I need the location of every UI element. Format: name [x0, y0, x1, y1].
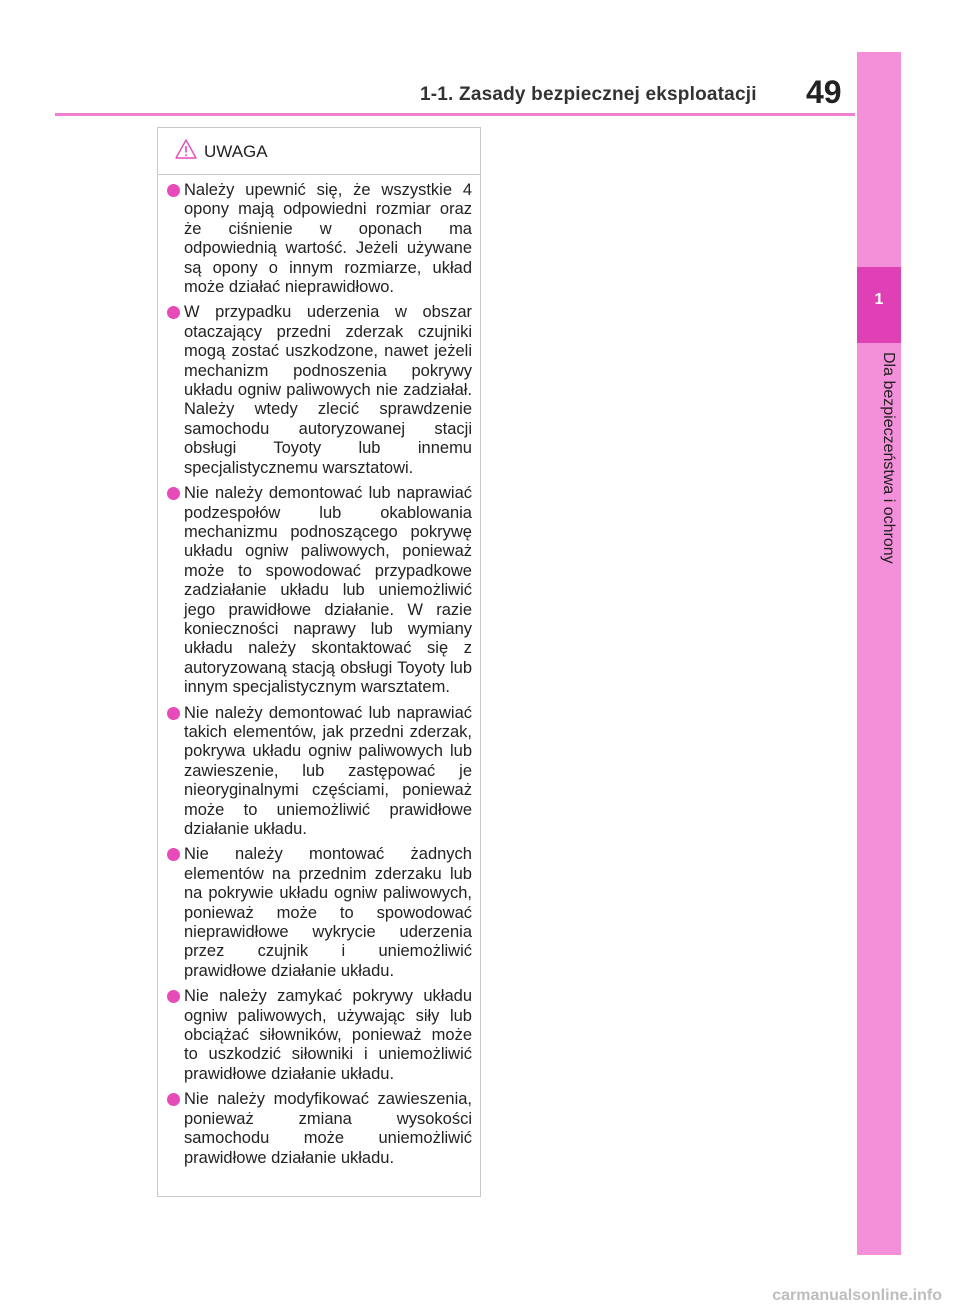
warning-header — [158, 128, 480, 175]
page-number: 49 — [806, 74, 842, 110]
watermark: carmanualsonline.info — [772, 1287, 942, 1304]
bullet-dot-icon — [167, 990, 180, 1003]
list-item — [167, 181, 472, 297]
list-item — [167, 303, 472, 478]
chapter-number: 1 — [874, 291, 884, 308]
bullet-dot-icon — [167, 848, 180, 861]
section-title: 1-1. Zasady bezpiecznej eksploatacji — [420, 84, 757, 105]
chapter-name: Dla bezpieczeństwa i ochrony — [880, 352, 897, 564]
list-item — [167, 484, 472, 697]
item-text: Należy upewnić się, że wszystkie 4 opony mają odpowiedni rozmiar oraz że ciśnienie w oponach ma odpowiednią wartość. Jeżeli używane są opony o innym rozmiarze, układ może działać nieprawidłowo. — [184, 181, 472, 297]
warning-label: UWAGA — [204, 142, 268, 161]
bullet-dot-icon — [167, 707, 180, 720]
item-text: Nie należy modyfikować zawieszenia, ponieważ zmiana wysokości samochodu może uniemożliwić prawidłowe działanie układu. — [184, 1090, 472, 1167]
warning-triangle-icon — [175, 139, 197, 164]
item-text: Nie należy demontować lub naprawiać takich elementów, jak przedni zderzak, pokrywa układu ogniw paliwowych lub zawieszenie, lub zastępować je nieoryginalnymi częściami, ponieważ może to uniemożliwić prawidłowe działanie układu. — [184, 703, 472, 838]
bullet-dot-icon — [167, 1093, 180, 1106]
list-item — [167, 845, 472, 981]
bullet-dot-icon — [167, 306, 180, 319]
list-item — [167, 987, 472, 1084]
item-text: W przypadku uderzenia w obszar otaczający przedni zderzak czujniki mogą zostać uszkodzone, nawet jeżeli mechanizm podnoszenia pokrywy układu ogniw paliwowych nie zadziałał. Należy wtedy zlecić sprawdzenie samochodu autoryzowanej stacji obsługi Toyoty lub innemu specjalistycznemu warsztatowi. — [184, 303, 472, 477]
item-text: Nie należy demontować lub naprawiać podzespołów lub okablowania mechanizmu podnoszącego pokrywę układu ogniw paliwowych, ponieważ może to spowodować przypadkowe zadziałanie układu lub uniemożliwić jego prawidłowe działanie. W razie konieczności naprawy lub wymiany układu należy skontaktować się z autoryzowaną stacją obsługi Toyoty lub innym specjalistycznym warsztatem. — [184, 484, 472, 697]
warning-box — [157, 127, 481, 1197]
warning-list — [158, 175, 480, 1168]
list-item — [167, 1090, 472, 1168]
side-thumb-bar — [857, 52, 901, 1255]
item-text: Nie należy zamykać pokrywy układu ogniw paliwowych, używając siły lub obciążać siłowników, ponieważ może to uszkodzić siłowniki i uniemożliwić prawidłowe działanie układu. — [184, 987, 472, 1083]
bullet-dot-icon — [167, 487, 180, 500]
list-item — [167, 704, 472, 840]
bullet-dot-icon — [167, 184, 180, 197]
item-text: Nie należy montować żadnych elementów na przednim zderzaku lub na pokrywie układu ogniw paliwowych, ponieważ może to spowodować nieprawidłowe wykrycie uderzenia przez czujnik i uniemożliwić prawidłowe działanie układu. — [184, 845, 472, 980]
header-divider — [55, 113, 855, 116]
